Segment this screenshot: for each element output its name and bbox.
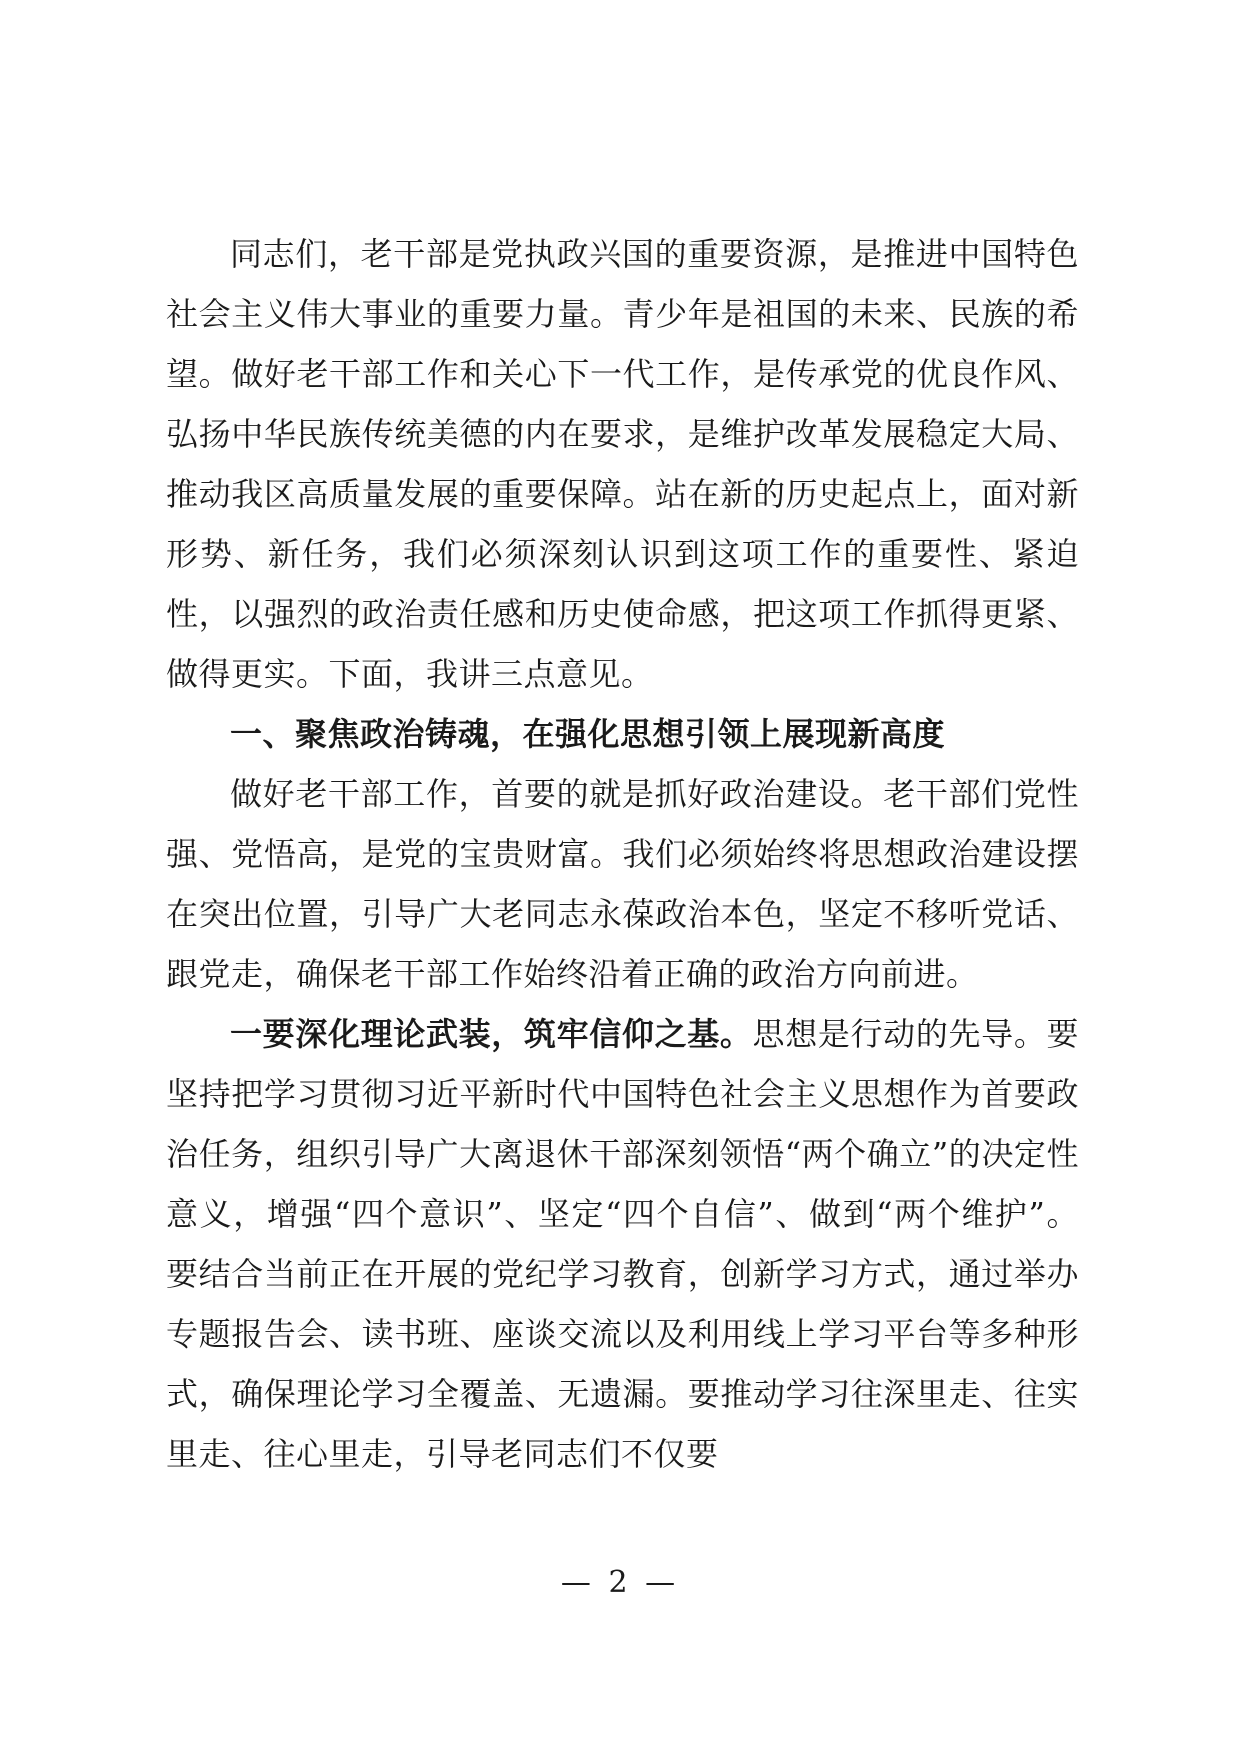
document-body: [166, 224, 1079, 1484]
paragraph-theory-armament: [166, 1004, 1079, 1484]
paragraph-intro: 同志们，老干部是党执政兴国的重要资源，是推进中国特色社会主义伟大事业的重要力量。青少年是祖国的未来、民族的希望。做好老干部工作和关心下一代工作，是传承党的优良作风、弘扬中华民族传统美德的内在要求，是维护改革发展稳定大局、推动我区高质量发展的重要保障。站在新的历史起点上，面对新形势、新任务，我们必须深刻认识到这项工作的重要性、紧迫性，以强烈的政治责任感和历史使命感，把这项工作抓得更紧、做得更实。下面，我讲三点意见。: [166, 235, 1079, 693]
section-heading-1: 一、聚焦政治铸魂，在强化思想引领上展现新高度: [230, 715, 946, 753]
page-number: — 2 —: [560, 1565, 680, 1600]
paragraph-lead-bold: 一要深化理论武装，筑牢信仰之基。: [230, 1015, 753, 1053]
paragraph-political-building: 做好老干部工作，首要的就是抓好政治建设。老干部们党性强、党悟高，是党的宝贵财富。我们必须始终将思想政治建设摆在突出位置，引导广大老同志永葆政治本色，坚定不移听党话、跟党走，确保老干部工作始终沿着正确的政治方向前进。: [166, 775, 1079, 993]
paragraph-body-text: 思想是行动的先导。要坚持把学习贯彻习近平新时代中国特色社会主义思想作为首要政治任务，组织引导广大离退休干部深刻领悟“两个确立”的决定性意义，增强“四个意识”、坚定“四个自信”、做到“两个维护”。要结合当前正在开展的党纪学习教育，创新学习方式，通过举办专题报告会、读书班、座谈交流以及利用线上学习平台等多种形式，确保理论学习全覆盖、无遗漏。要推动学习往深里走、往实里走、往心里走，引导老同志们不仅要: [166, 1015, 1079, 1473]
